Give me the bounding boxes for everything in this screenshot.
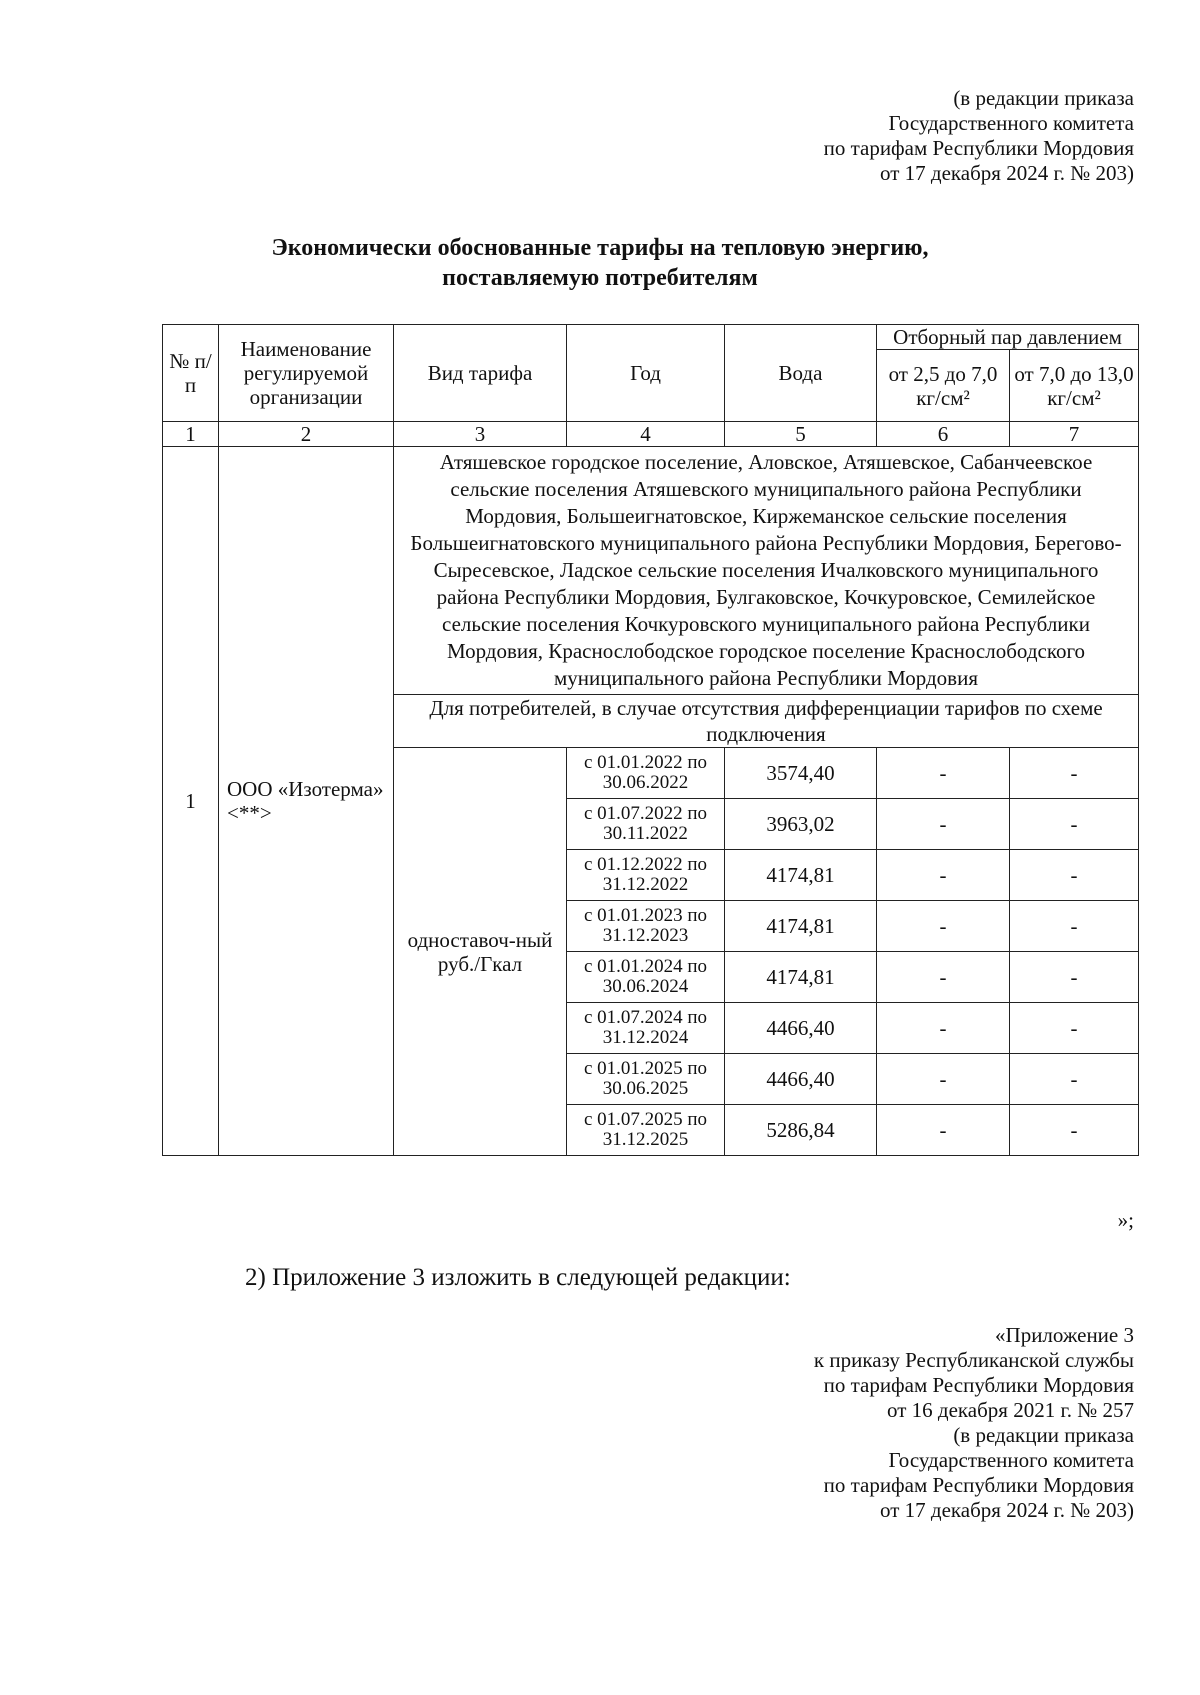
appendix-note-line: от 17 декабря 2024 г. № 203) [880, 1498, 1134, 1522]
steam-low-value: - [877, 748, 1010, 799]
header-steam-low: от 2,5 до 7,0 кг/см² [877, 350, 1010, 422]
column-number: 5 [725, 422, 877, 447]
period-cell: с 01.07.2024 по 31.12.2024 [567, 1003, 725, 1054]
period-cell: с 01.01.2022 по 30.06.2022 [567, 748, 725, 799]
period-cell: с 01.12.2022 по 31.12.2022 [567, 850, 725, 901]
appendix-note-line: от 16 декабря 2021 г. № 257 [887, 1398, 1134, 1422]
water-value: 4466,40 [725, 1054, 877, 1105]
appendix-note-line: к приказу Республиканской службы [813, 1348, 1134, 1372]
region-description: Атяшевское городское поселение, Аловское, Атяшевское, Сабанчеевское сельские поселения Атяшевского муниципального района Республики Мордовия, Большеигнатовское, Киржеманское сельские поселения Большеигнатовского муниципального района Республики Мордовия, Берегово-Сыресевское, Ладское сельские поселения Ичалковского муниципального района Республики Мордовия, Булгаковское, Кочкуровское, Семилейское сельские поселения Кочкуровского муниципального района Республики Мордовия, Краснослободское городское поселение Краснослободского муниципального района Республики Мордовия [394, 447, 1139, 695]
consumer-category: Для потребителей, в случае отсутствия дифференциации тарифов по схеме подключения [394, 695, 1139, 748]
steam-high-value: - [1010, 1105, 1139, 1156]
column-number: 2 [219, 422, 394, 447]
column-number: 6 [877, 422, 1010, 447]
period-cell: с 01.07.2022 по 30.11.2022 [567, 799, 725, 850]
column-number: 3 [394, 422, 567, 447]
steam-high-value: - [1010, 799, 1139, 850]
appendix-note-line: «Приложение 3 [995, 1323, 1134, 1347]
organization-name: ООО «Изотерма» <**> [219, 447, 394, 1156]
header-note-line: от 17 декабря 2024 г. № 203) [880, 161, 1134, 185]
period-cell: с 01.07.2025 по 31.12.2025 [567, 1105, 725, 1156]
header-year: Год [567, 325, 725, 422]
water-value: 3574,40 [725, 748, 877, 799]
header-note-line: по тарифам Республики Мордовия [823, 136, 1134, 160]
appendix-note-line: по тарифам Республики Мордовия [823, 1473, 1134, 1497]
appendix-note-line: по тарифам Республики Мордовия [823, 1373, 1134, 1397]
appendix-note-line: Государственного комитета [888, 1448, 1134, 1472]
appendix-note-line: (в редакции приказа [953, 1423, 1134, 1447]
period-cell: с 01.01.2024 по 30.06.2024 [567, 952, 725, 1003]
document-title [150, 233, 1050, 293]
closing-quote: »; [1117, 1208, 1134, 1232]
item-2-text: 2) Приложение 3 изложить в следующей редакции: [245, 1264, 791, 1291]
steam-low-value: - [877, 901, 1010, 952]
water-value: 3963,02 [725, 799, 877, 850]
steam-low-value: - [877, 1105, 1010, 1156]
steam-high-value: - [1010, 901, 1139, 952]
header-note [824, 86, 1134, 186]
row-number: 1 [163, 447, 219, 1156]
header-steam: Отборный пар давлением [877, 325, 1139, 350]
title-line: поставляемую потребителям [442, 265, 758, 291]
header-note-line: Государственного комитета [888, 111, 1134, 135]
column-number: 4 [567, 422, 725, 447]
appendix-note [814, 1323, 1134, 1523]
header-tariff-type: Вид тарифа [394, 325, 567, 422]
steam-high-value: - [1010, 850, 1139, 901]
water-value: 4466,40 [725, 1003, 877, 1054]
column-number: 1 [163, 422, 219, 447]
header-organization: Наименование регулируемой организации [219, 325, 394, 422]
header-water: Вода [725, 325, 877, 422]
steam-low-value: - [877, 1054, 1010, 1105]
column-number: 7 [1010, 422, 1139, 447]
water-value: 5286,84 [725, 1105, 877, 1156]
tariff-type: одноставоч-ный руб./Гкал [394, 748, 567, 1156]
steam-high-value: - [1010, 1054, 1139, 1105]
water-value: 4174,81 [725, 901, 877, 952]
header-note-line: (в редакции приказа [953, 86, 1134, 110]
title-line: Экономически обоснованные тарифы на тепловую энергию, [271, 235, 929, 261]
steam-low-value: - [877, 1003, 1010, 1054]
water-value: 4174,81 [725, 952, 877, 1003]
header-number: № п/п [163, 325, 219, 422]
period-cell: с 01.01.2023 по 31.12.2023 [567, 901, 725, 952]
period-cell: с 01.01.2025 по 30.06.2025 [567, 1054, 725, 1105]
header-steam-high: от 7,0 до 13,0 кг/см² [1010, 350, 1139, 422]
steam-low-value: - [877, 850, 1010, 901]
steam-low-value: - [877, 952, 1010, 1003]
steam-high-value: - [1010, 952, 1139, 1003]
steam-high-value: - [1010, 748, 1139, 799]
steam-low-value: - [877, 799, 1010, 850]
tariff-table [162, 324, 1139, 1156]
steam-high-value: - [1010, 1003, 1139, 1054]
water-value: 4174,81 [725, 850, 877, 901]
